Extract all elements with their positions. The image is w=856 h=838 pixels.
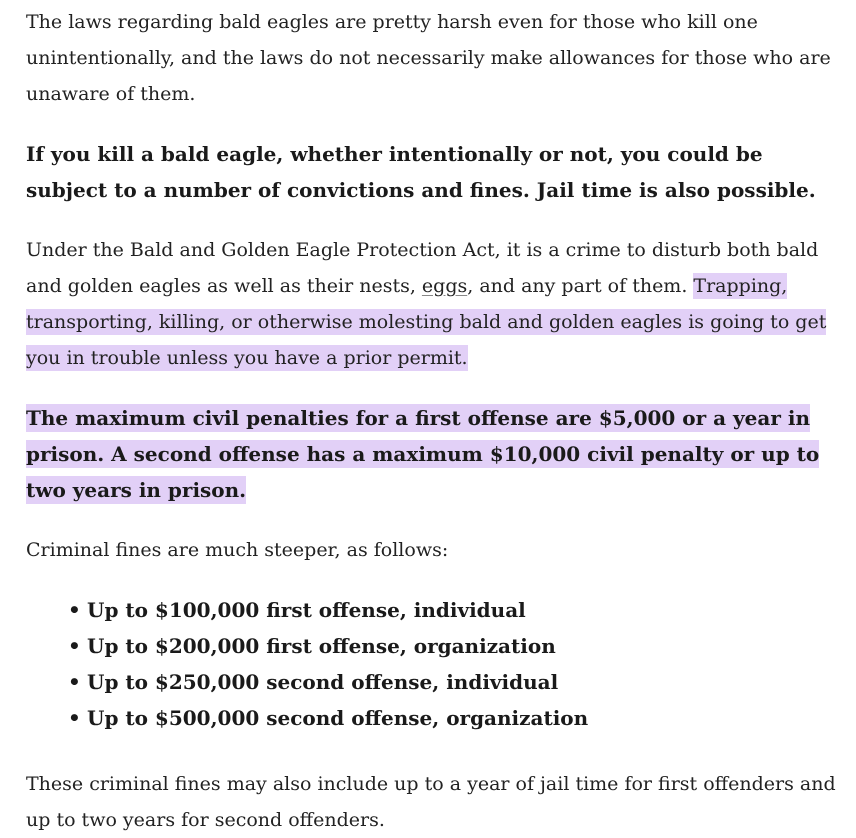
- highlighted-permit-text: Trapping, transporting, killing, or otherwise molesting bald and golden eagles is going to get you in trouble unless you have a prior permit.: [26, 275, 827, 369]
- fine-text: Up to $100,000 first offense, individual: [87, 598, 526, 622]
- bullet-icon: •: [68, 706, 81, 730]
- list-item: [68, 628, 844, 664]
- paragraph-criminal-intro: Criminal fines are much steeper, as follows:: [26, 539, 449, 561]
- protection-act-text-cont: , and any part of them.: [467, 275, 694, 297]
- paragraph-civil-penalties: [26, 400, 844, 508]
- eggs-link[interactable]: eggs: [421, 275, 468, 297]
- fine-text: Up to $250,000 second offense, individual: [87, 670, 559, 694]
- bullet-icon: •: [68, 634, 81, 658]
- list-item: [68, 700, 844, 736]
- fine-text: Up to $500,000 second offense, organization: [87, 706, 589, 730]
- list-item: [68, 664, 844, 700]
- fine-text: Up to $200,000 first offense, organization: [87, 634, 556, 658]
- bullet-icon: •: [68, 670, 81, 694]
- list-item: [68, 592, 844, 628]
- criminal-fines-list: [26, 592, 844, 736]
- bullet-icon: •: [68, 598, 81, 622]
- paragraph-jail-time: These criminal fines may also include up to a year of jail time for first offenders and up to two years for second offenders.: [26, 773, 836, 831]
- paragraph-intro: The laws regarding bald eagles are pretty harsh even for those who kill one unintentionally, and the laws do not necessarily make allowances for those who are unaware of them.: [26, 11, 831, 105]
- paragraph-protection-act: [26, 232, 844, 376]
- protection-act-text: Under the Bald and Golden Eagle Protection Act, it is a crime to disturb both bald and golden eagles as well as their nests,: [26, 239, 819, 297]
- paragraph-kill-consequences: If you kill a bald eagle, whether intentionally or not, you could be subject to a number of convictions and fines. Jail time is also possible.: [26, 142, 816, 202]
- highlighted-civil-penalties: The maximum civil penalties for a first offense are $5,000 or a year in prison. A second offense has a maximum $10,000 civil penalty or up to two years in prison.: [26, 406, 820, 502]
